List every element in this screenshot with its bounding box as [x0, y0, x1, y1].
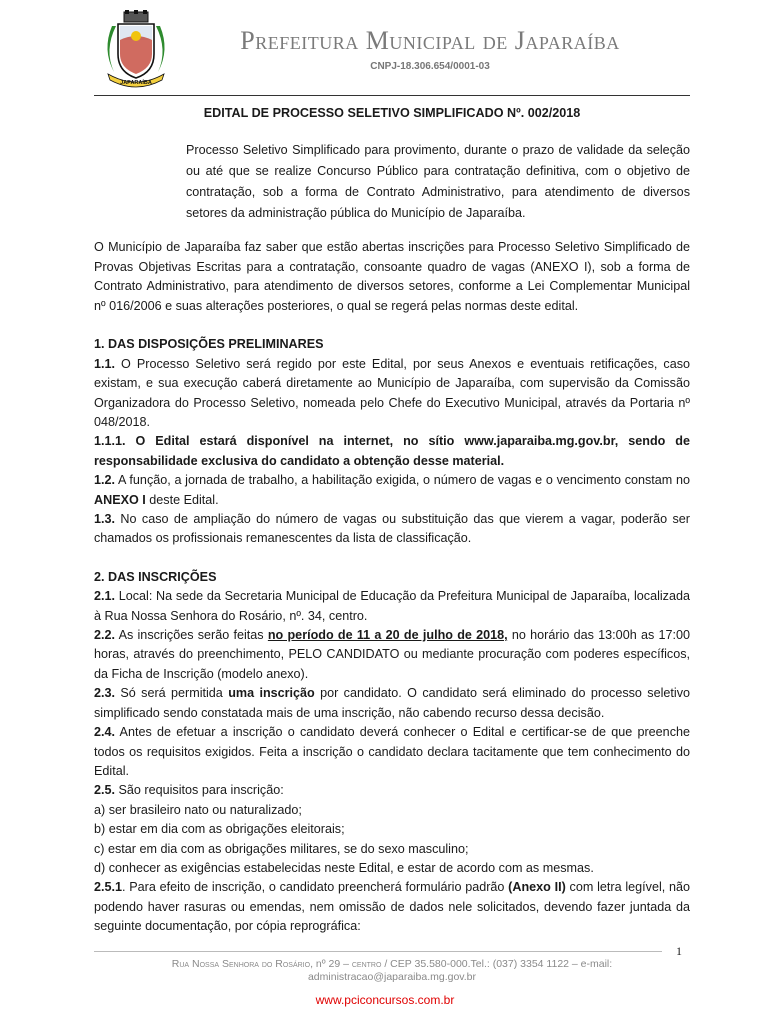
clause-2-4 — [94, 723, 690, 781]
clause-text: por candidato. O candidato será eliminado do processo seletivo simplificado sendo constatada mais de uma inscrição, não cabendo recurso dessa decisão. — [94, 686, 690, 720]
clause-number: 2.5. — [94, 783, 116, 798]
clause-text: Só será permitida — [115, 686, 229, 701]
clause-1-1-1: 1.1.1. O Edital estará disponível na internet, no sítio www.japaraiba.mg.gov.br, sendo de responsabilidade exclusiva do candidato a obtenção desse material. — [94, 434, 690, 468]
clause-number: 1.1. — [94, 356, 116, 371]
section-1-heading: 1. DAS DISPOSIÇÕES PRELIMINARES — [94, 337, 324, 352]
clause-number: 2.4. — [94, 725, 116, 740]
cnpj-number: CNPJ-18.306.654/0001-03 — [370, 61, 490, 72]
clause-2-5-1 — [94, 878, 690, 936]
footer-address — [94, 958, 690, 984]
letterhead — [0, 0, 770, 100]
clause-number: 1.2. — [94, 473, 116, 488]
clause-2-2 — [94, 626, 690, 684]
clause-2-1 — [94, 587, 690, 626]
clause-text: Antes de efetuar a inscrição o candidato deverá conhecer o Edital e certificar-se de que preenche todos os requisitos exigidos. Feita a inscrição o candidato declara tacitamente que tem conhecimento do Edital. — [94, 725, 690, 778]
clause-text: São requisitos para inscrição: — [115, 783, 284, 798]
document-body — [94, 104, 690, 937]
registration-period: no período de 11 a 20 de julho de 2018, — [267, 628, 508, 643]
clause-text: No caso de ampliação do número de vagas ou substituição das que vierem a vagar, poderão ser chamados os profissionais remanescentes da lista de classificação. — [94, 512, 690, 546]
requirement-b: b) estar em dia com as obrigações eleitorais; — [94, 822, 345, 837]
clause-text: com letra legível, não podendo haver rasuras ou emendas, nem omissão de dados nele solicitados, devendo fazer juntada da seguinte documentação, por cópia reprográfica: — [94, 880, 691, 934]
clause-1-1 — [94, 355, 690, 433]
annex-reference: ANEXO I — [94, 492, 146, 507]
clause-number: 2.2. — [94, 628, 116, 643]
clause-text: no horário das 13:00h as 17:00 horas, através do preenchimento, PELO CANDIDATO ou mediante procuração com poderes específicos, da Ficha de Inscrição (modelo anexo). — [94, 628, 691, 681]
municipal-crest-icon — [94, 10, 178, 90]
footer-district: centro — [351, 958, 382, 970]
crest-ribbon-text: JAPARAÍBA — [120, 80, 152, 86]
clause-number: 2.1. — [94, 589, 116, 604]
clause-number: 1.3. — [94, 512, 116, 527]
footer-email: administracao@japaraiba.mg.gov.br — [307, 971, 477, 983]
clause-text: Local: Na sede da Secretaria Municipal de Educação da Prefeitura Municipal de Japaraíba, localizada à Rua Nossa Senhora do Rosário, nº. 34, centro. — [94, 589, 690, 623]
header-divider — [94, 95, 690, 96]
footer-address-line — [94, 958, 690, 971]
section-2-heading: 2. DAS INSCRIÇÕES — [94, 569, 217, 584]
clause-text: deste Edital. — [145, 492, 219, 507]
clause-1-2 — [94, 471, 690, 510]
page-number: 1 — [676, 944, 682, 958]
clause-number: 2.3. — [94, 686, 116, 701]
requirement-d: d) conhecer as exigências estabelecidas neste Edital, e estar de acordo com as mesmas. — [94, 860, 594, 875]
requirement-a: a) ser brasileiro nato ou naturalizado; — [94, 802, 302, 817]
clause-text: A função, a jornada de trabalho, a habilitação exigida, o número de vagas e o vencimento constam no — [115, 473, 690, 488]
footer-number: , nº 29 – — [310, 958, 352, 970]
footer-divider — [94, 951, 662, 952]
source-link[interactable]: www.pciconcursos.com.br — [315, 993, 455, 1007]
footer-contact: / CEP 35.580-000.Tel.: (037) 3354 1122 – e-mail: — [381, 958, 613, 970]
annex-reference: (Anexo II) — [508, 880, 566, 895]
clause-2-5 — [94, 781, 690, 800]
organization-name: Prefeitura Municipal de Japaraíba — [240, 26, 620, 55]
footer-street: Rua Nossa Senhora do Rosário — [171, 958, 311, 970]
emphasis-text: uma inscrição — [228, 686, 315, 701]
clause-number: 2.5.1 — [94, 880, 123, 895]
intro-paragraph: O Município de Japaraíba faz saber que estão abertas inscrições para Processo Seletivo Simplificado de Provas Objetivas Escritas para a contratação, consoante quadro de vagas (ANEXO I), sob a forma de Contrato Administrativo, para atendimento de diversos setores, conforme a Lei Complementar Municipal nº 016/2006 e suas alterações posteriores, o qual se regerá pelas normas deste edital. — [94, 240, 690, 313]
clause-text: O Processo Seletivo será regido por este Edital, por seus Anexos e eventuais retificações, caso existam, e sua execução caberá diretamente ao Município de Japaraíba, com supervisão da Comissão Organizadora do Processo Seletivo, nomeada pelo Chefe do Executivo Municipal, através da Portaria nº 048/2018. — [94, 356, 690, 429]
clause-1-3 — [94, 510, 690, 549]
document-summary: Processo Seletivo Simplificado para provimento, durante o prazo de validade da seleção ou até que se realize Concurso Público para contratação definitiva, com o objetivo de contratação, sob a forma de Contrato Administrativo, para atendimento de diversos setores da administração pública do Município de Japaraíba. — [186, 143, 690, 220]
clause-2-3 — [94, 684, 690, 723]
requirement-c: c) estar em dia com as obrigações militares, se do sexo masculino; — [94, 841, 469, 856]
clause-text: . Para efeito de inscrição, o candidato preencherá formulário padrão — [122, 880, 509, 895]
clause-text: As inscrições serão feitas — [115, 628, 268, 643]
document-title: EDITAL DE PROCESSO SELETIVO SIMPLIFICADO Nº. 002/2018 — [203, 106, 581, 120]
